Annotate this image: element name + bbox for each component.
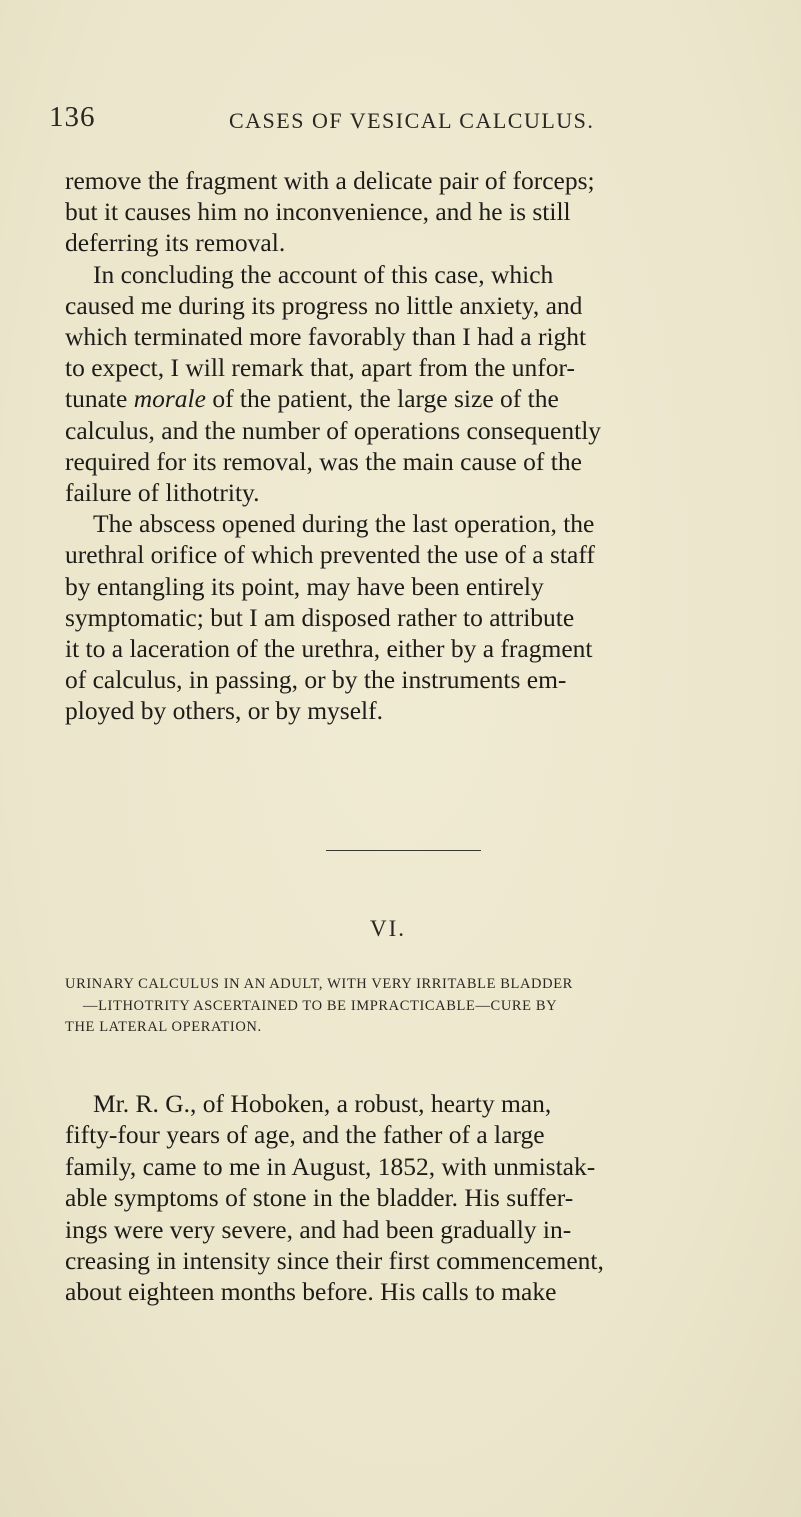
paragraph-1 <box>65 165 725 259</box>
section-number: VI. <box>370 916 407 941</box>
text-line-suffix: of the patient, the large size of the <box>205 384 559 414</box>
text-line: it to a laceration of the urethra, either by a fragment <box>65 634 593 664</box>
text-line: family, came to me in August, 1852, with unmistak- <box>65 1151 596 1181</box>
text-line: fifty-four years of age, and the father of a large <box>65 1120 545 1150</box>
text-line: about eighteen months before. His calls to make <box>65 1277 557 1307</box>
text-line: failure of lithotrity. <box>65 478 260 508</box>
text-line: able symptoms of stone in the bladder. His suffer- <box>65 1183 574 1213</box>
text-line: but it causes him no inconvenience, and he is still <box>65 197 571 227</box>
text-line: ployed by others, or by myself. <box>65 696 383 726</box>
text-line: to expect, I will remark that, apart from the unfor- <box>65 353 575 383</box>
text-line: The abscess opened during the last operation, the <box>93 509 595 539</box>
text-line: ings were very severe, and had been gradually in- <box>65 1214 572 1244</box>
text-line: calculus, and the number of operations consequently <box>65 415 602 445</box>
paragraph-2 <box>65 259 725 509</box>
text-line: remove the fragment with a delicate pair of forceps; <box>65 166 595 195</box>
bottom-text-block <box>65 1088 725 1308</box>
section-title-line: URINARY CALCULUS IN AN ADULT, WITH VERY IRRITABLE BLADDER <box>65 976 573 992</box>
running-title: CASES OF VESICAL CALCULUS. <box>229 108 595 133</box>
paragraph-3 <box>65 508 725 726</box>
text-line: which terminated more favorably than I had a right <box>65 322 587 352</box>
text-line: deferring its removal. <box>65 228 286 258</box>
section-title-line: —LITHOTRITY ASCERTAINED TO BE IMPRACTICABLE—CURE BY <box>83 997 558 1014</box>
text-line: caused me during its progress no little anxiety, and <box>65 290 583 320</box>
text-line: of calculus, in passing, or by the instruments em- <box>65 665 567 695</box>
page-number: 136 <box>49 101 96 133</box>
text-line: required for its removal, was the main cause of the <box>65 446 582 476</box>
paragraph-4 <box>65 1088 725 1308</box>
top-text-block <box>65 165 725 727</box>
text-line-prefix: tunate <box>65 384 134 414</box>
section-divider-rule <box>326 850 481 851</box>
section-title <box>65 974 721 1039</box>
text-line: urethral orifice of which prevented the use of a staff <box>65 540 595 570</box>
page-header <box>49 101 734 141</box>
text-line: creasing in intensity since their first commencement, <box>65 1246 604 1276</box>
text-line: In concluding the account of this case, which <box>93 259 554 289</box>
italic-word-morale: morale <box>133 384 206 414</box>
text-line: by entangling its point, may have been entirely <box>65 571 544 601</box>
section-title-line: THE LATERAL OPERATION. <box>65 1019 262 1035</box>
text-line: Mr. R. G., of Hoboken, a robust, hearty man, <box>93 1089 552 1118</box>
text-line: symptomatic; but I am disposed rather to attribute <box>65 602 575 632</box>
